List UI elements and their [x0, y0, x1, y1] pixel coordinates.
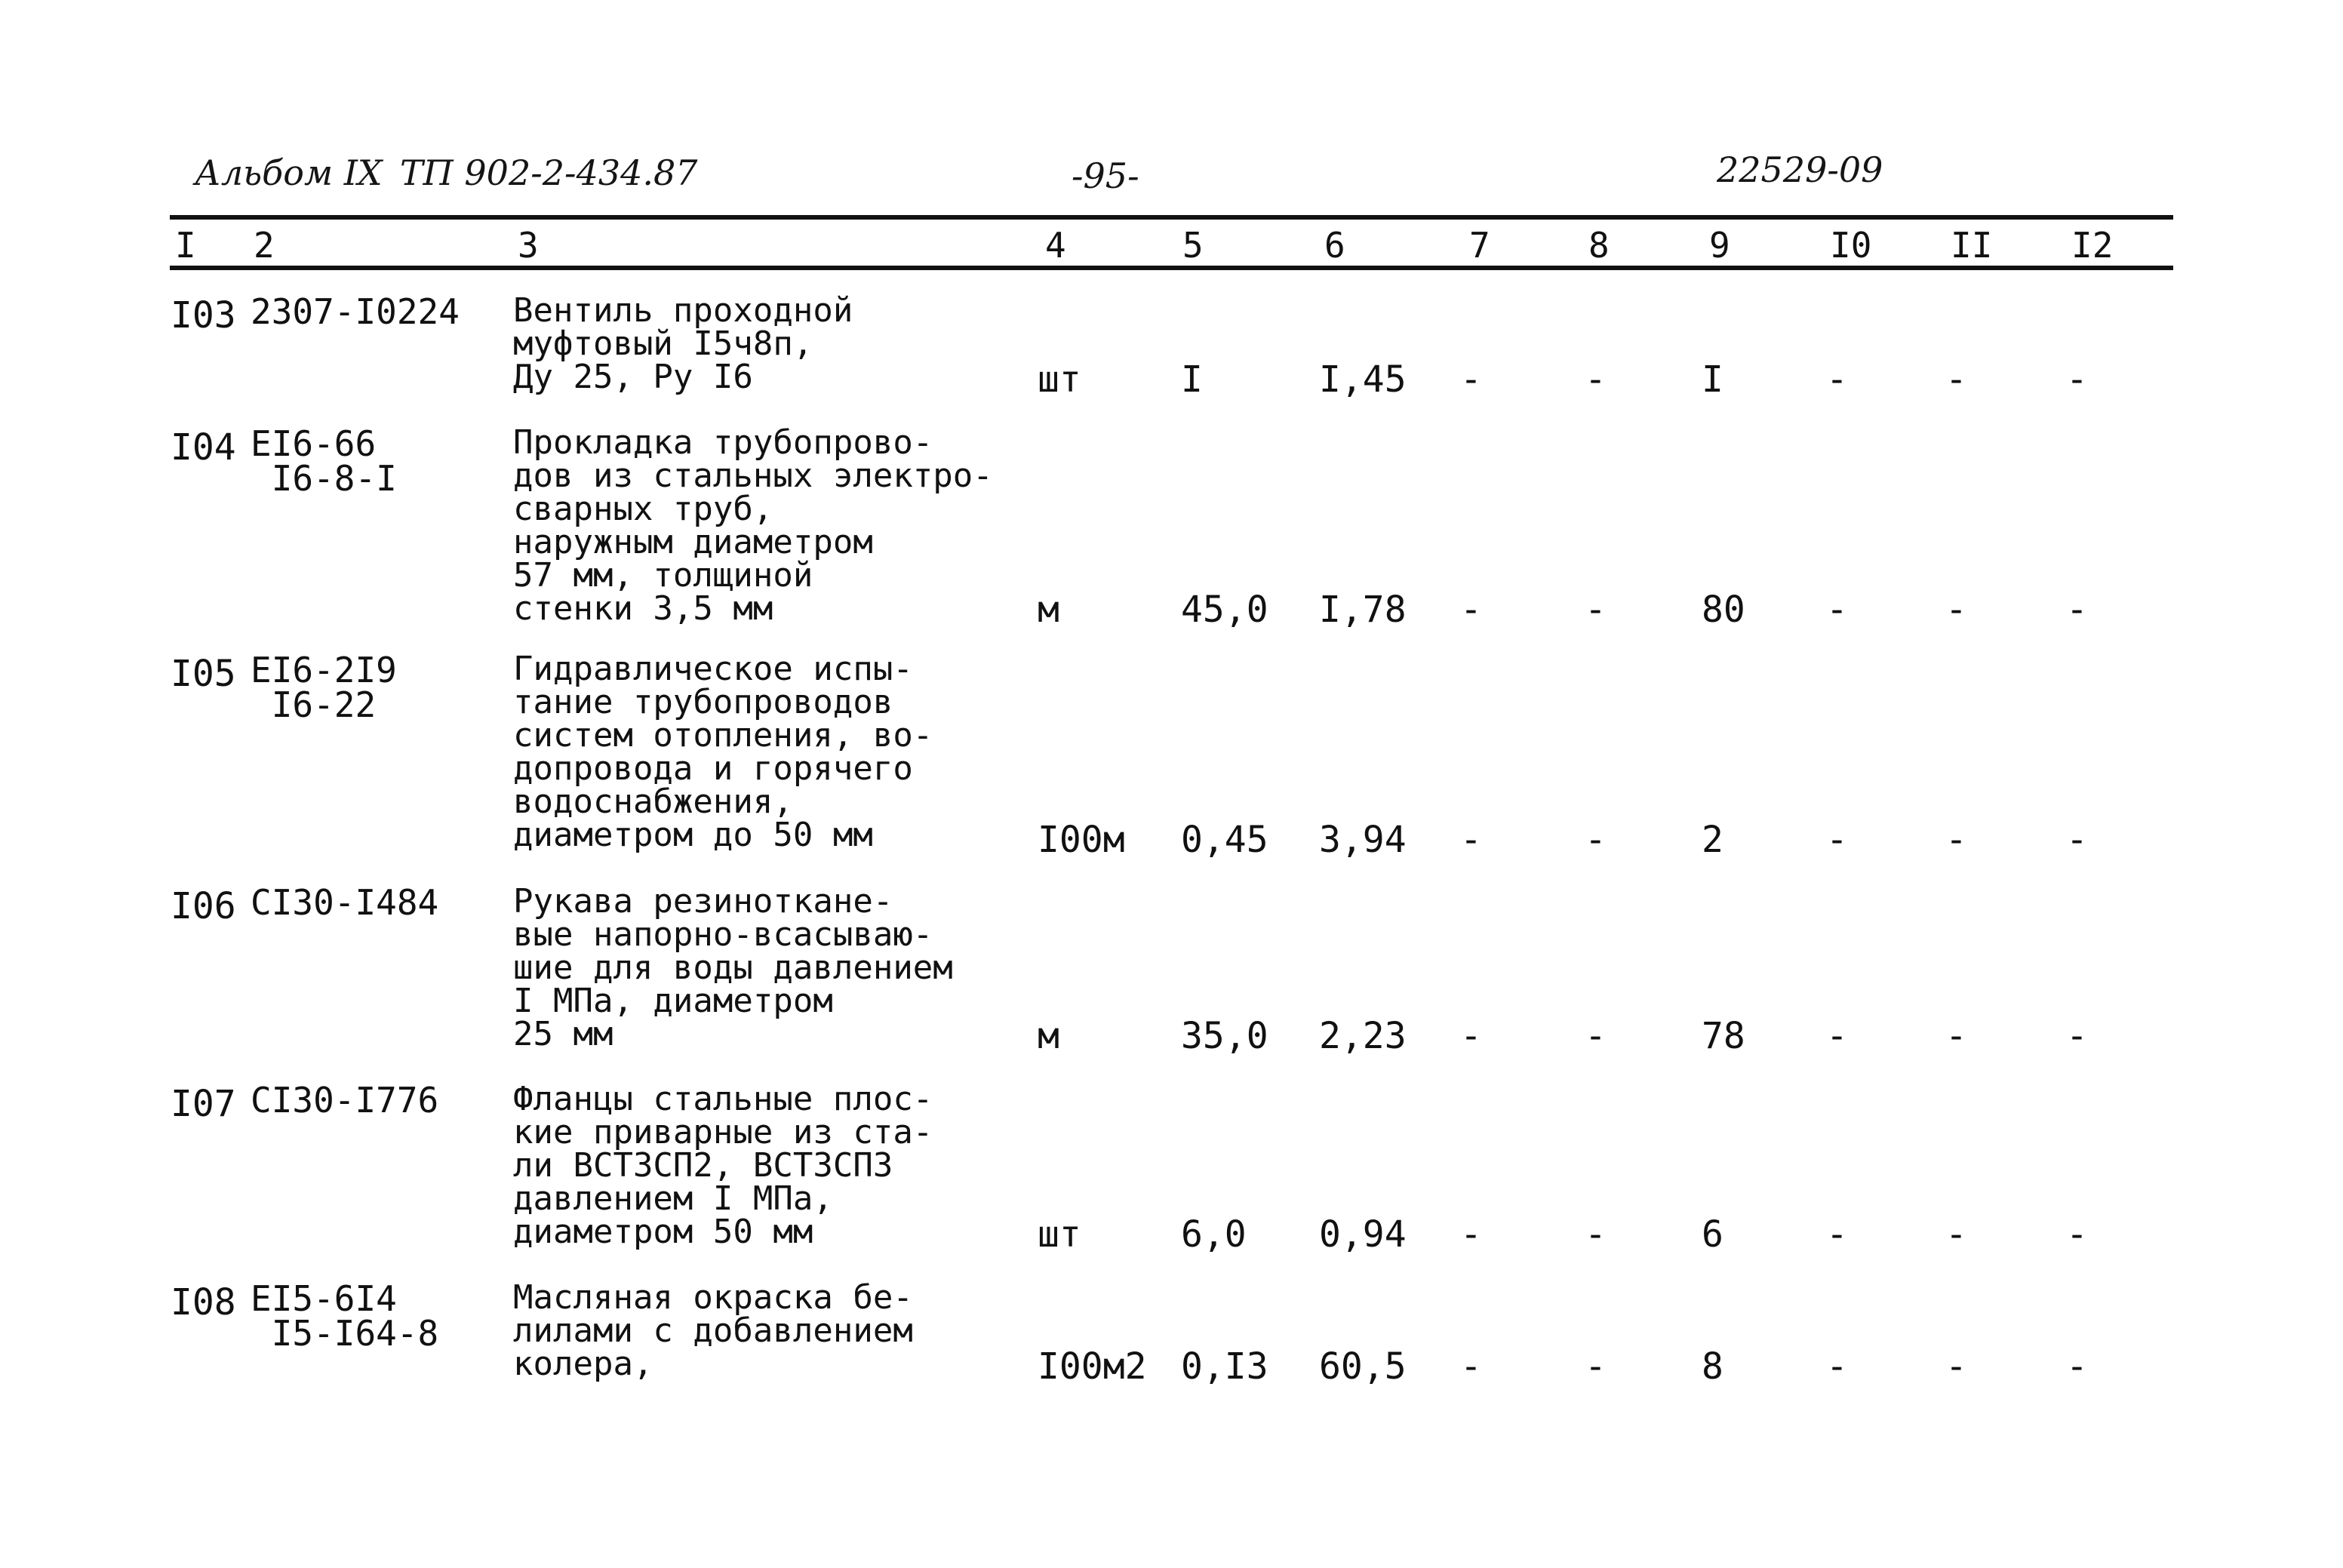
value-col-12: -: [2066, 1213, 2088, 1256]
column-header-11: II: [1951, 225, 1993, 266]
value-col-10: -: [1826, 1015, 1848, 1057]
value-col-10: -: [1826, 1345, 1848, 1388]
item-code: 2307-I0224: [251, 291, 460, 332]
value-col-6: 2,23: [1319, 1015, 1407, 1057]
value-col-6: 3,94: [1319, 819, 1407, 861]
value-col-11: -: [1945, 589, 1967, 631]
value-col-10: -: [1826, 1213, 1848, 1256]
row-number: I05: [171, 653, 236, 695]
project-number: ТП 902-2-434.87: [400, 152, 698, 193]
item-description: Масляная окраска бе- лилами с добавлением колера,: [513, 1278, 913, 1383]
value-col-9: I: [1702, 358, 1723, 401]
value-col-11: -: [1945, 1213, 1967, 1256]
column-header-2: 2: [254, 225, 275, 266]
value-col-8: -: [1585, 819, 1607, 861]
row-number: I07: [171, 1083, 236, 1125]
value-col-8: -: [1585, 589, 1607, 631]
column-header-5: 5: [1182, 225, 1204, 266]
column-header-9: 9: [1709, 225, 1730, 266]
item-code: EI6-66 I6-8-I: [251, 423, 397, 499]
item-description: Фланцы стальные плос- кие приварные из ста- ли ВСТ3СП2, ВСТ3СП3 давлением I МПа, диаметром 50 мм: [513, 1080, 933, 1251]
item-description: Рукава резинотканe- вые напорно-всасываю- шие для воды давлением I МПа, диаметром 25 мм: [513, 882, 953, 1053]
unit-cell: шт: [1038, 1213, 1081, 1256]
value-col-9: 78: [1702, 1015, 1745, 1057]
unit-cell: I00м: [1038, 819, 1125, 861]
column-header-12: I2: [2071, 225, 2114, 266]
document-number: 22529-09: [1717, 149, 1883, 190]
value-col-7: -: [1460, 1345, 1482, 1388]
row-number: I04: [171, 426, 236, 469]
album-label: Альбом IX: [195, 152, 383, 193]
value-col-5: 45,0: [1181, 589, 1268, 631]
value-col-5: 0,I3: [1181, 1345, 1268, 1388]
column-header-6: 6: [1324, 225, 1345, 266]
row-number: I03: [171, 294, 236, 337]
value-col-12: -: [2066, 1015, 2088, 1057]
value-col-7: -: [1460, 1213, 1482, 1256]
value-col-5: 35,0: [1181, 1015, 1268, 1057]
value-col-8: -: [1585, 1015, 1607, 1057]
value-col-5: 0,45: [1181, 819, 1268, 861]
unit-cell: м: [1038, 589, 1059, 631]
value-col-6: 0,94: [1319, 1213, 1407, 1256]
value-col-12: -: [2066, 589, 2088, 631]
value-col-6: 60,5: [1319, 1345, 1407, 1388]
header-top-rule: [170, 215, 2173, 220]
item-code: EI6-2I9 I6-22: [251, 650, 397, 725]
item-code: EI5-6I4 I5-I64-8: [251, 1278, 439, 1354]
column-header-4: 4: [1045, 225, 1066, 266]
row-number: I08: [171, 1281, 236, 1324]
value-col-11: -: [1945, 1015, 1967, 1057]
column-header-3: 3: [518, 225, 539, 266]
value-col-11: -: [1945, 1345, 1967, 1388]
column-header-1: I: [175, 225, 196, 266]
value-col-12: -: [2066, 819, 2088, 861]
value-col-6: I,45: [1319, 358, 1407, 401]
value-col-12: -: [2066, 1345, 2088, 1388]
value-col-5: 6,0: [1181, 1213, 1247, 1256]
value-col-6: I,78: [1319, 589, 1407, 631]
value-col-8: -: [1585, 1213, 1607, 1256]
value-col-10: -: [1826, 819, 1848, 861]
unit-cell: I00м2: [1038, 1345, 1147, 1388]
item-description: Прокладка трубопрово- дов из стальных электро- сварных труб, наружным диаметром 57 мм, толщиной стенки 3,5 мм: [513, 423, 993, 628]
column-header-10: I0: [1830, 225, 1872, 266]
item-description: Вентиль проходной муфтовый I5ч8п, Ду 25, Ру I6: [513, 291, 853, 396]
value-col-9: 6: [1702, 1213, 1723, 1256]
value-col-8: -: [1585, 358, 1607, 401]
value-col-9: 2: [1702, 819, 1723, 861]
item-code: CI30-I484: [251, 882, 439, 923]
value-col-7: -: [1460, 589, 1482, 631]
value-col-9: 80: [1702, 589, 1745, 631]
item-description: Гидравлическое испы- тание трубопроводов систем отопления, во- допровода и горячего водоснабжения, диаметром до 50 мм: [513, 650, 933, 854]
value-col-11: -: [1945, 819, 1967, 861]
unit-cell: м: [1038, 1015, 1059, 1057]
item-code: CI30-I776: [251, 1080, 439, 1121]
unit-cell: шт: [1038, 358, 1081, 401]
value-col-7: -: [1460, 819, 1482, 861]
value-col-9: 8: [1702, 1345, 1723, 1388]
value-col-7: -: [1460, 358, 1482, 401]
value-col-12: -: [2066, 358, 2088, 401]
column-header-7: 7: [1469, 225, 1490, 266]
value-col-7: -: [1460, 1015, 1482, 1057]
page-number: -95-: [1072, 155, 1139, 196]
value-col-11: -: [1945, 358, 1967, 401]
row-number: I06: [171, 885, 236, 927]
value-col-10: -: [1826, 589, 1848, 631]
header-bottom-rule: [170, 266, 2173, 270]
value-col-10: -: [1826, 358, 1848, 401]
value-col-8: -: [1585, 1345, 1607, 1388]
value-col-5: I: [1181, 358, 1203, 401]
column-header-8: 8: [1588, 225, 1610, 266]
